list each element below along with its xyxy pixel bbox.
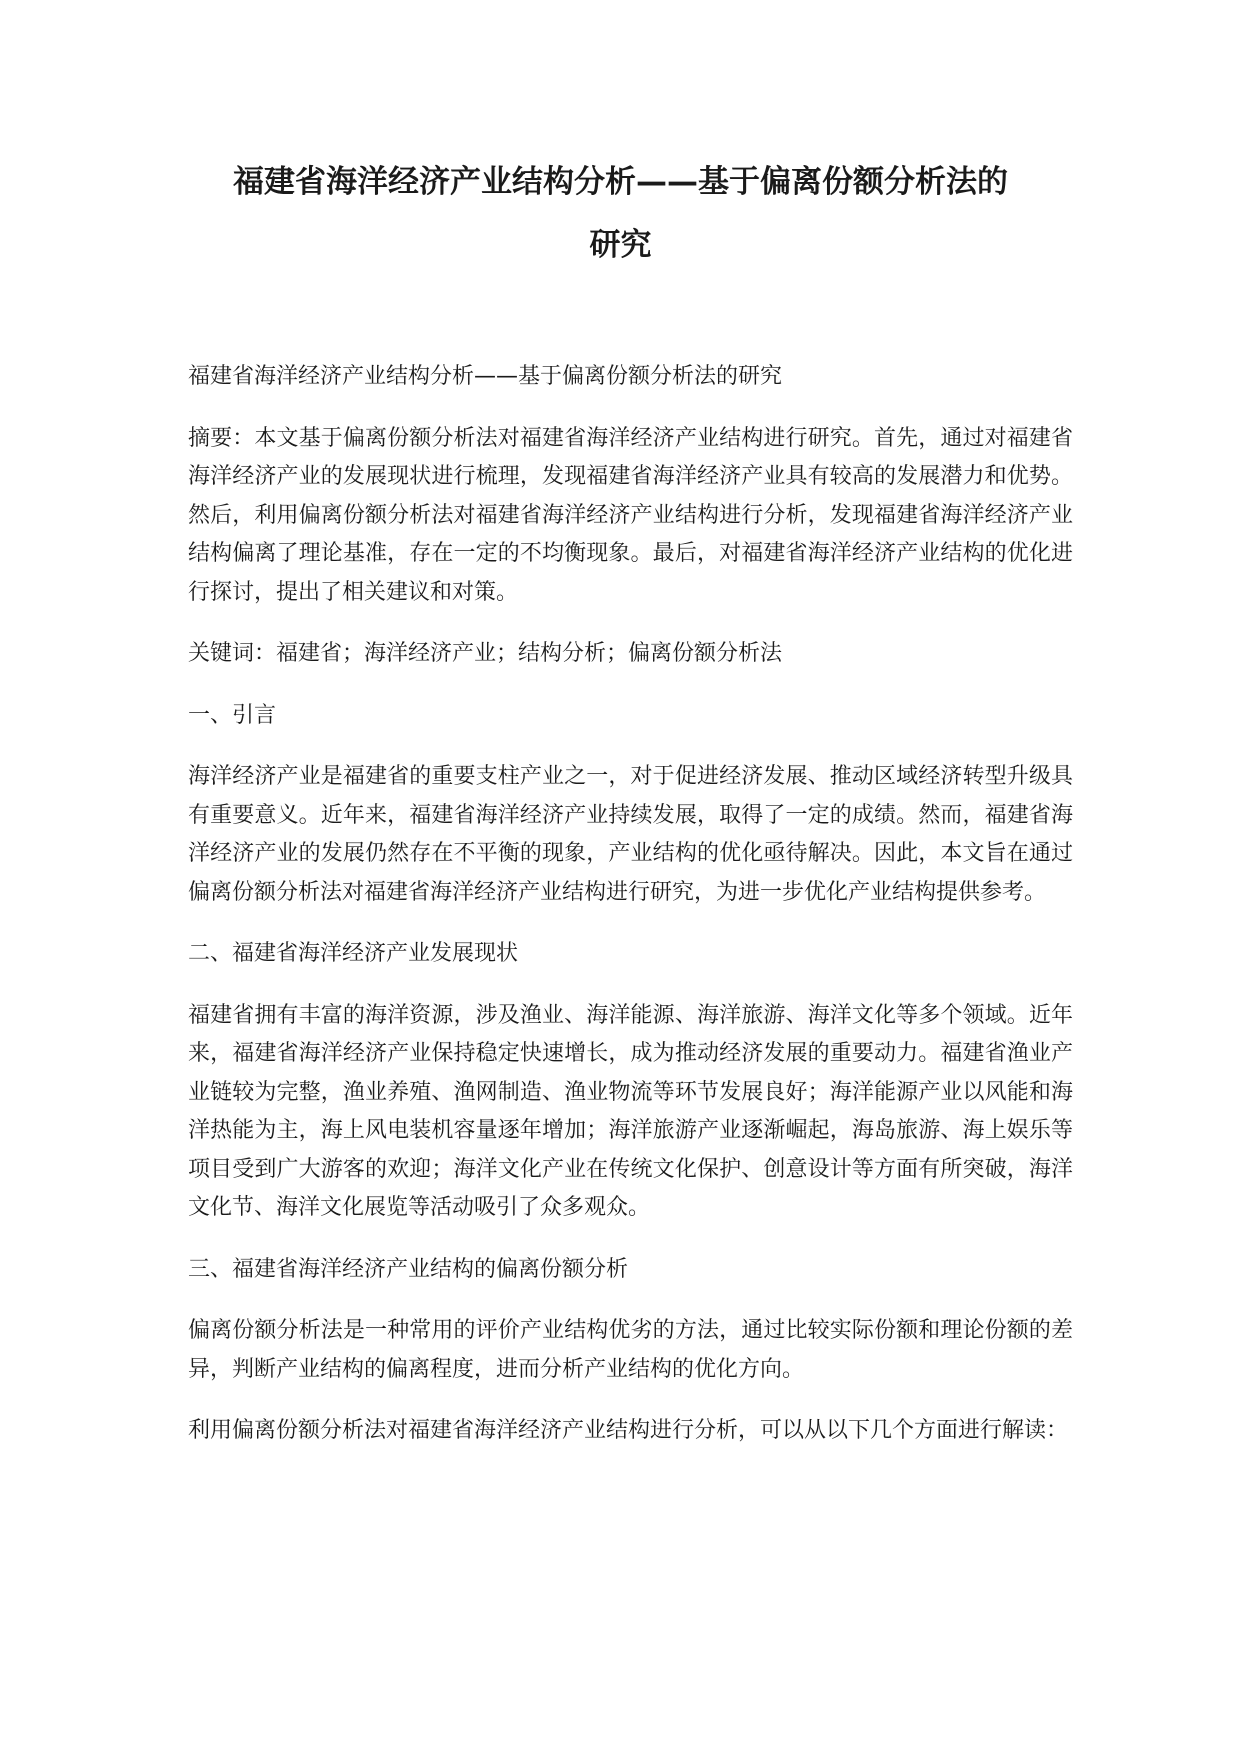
abstract-paragraph: 摘要：本文基于偏离份额分析法对福建省海洋经济产业结构进行研究。首先，通过对福建省海洋经济产业的发展现状进行梳理，发现福建省海洋经济产业具有较高的发展潜力和优势。然后，利用偏离份额分析法对福建省海洋经济产业结构进行分析，发现福建省海洋经济产业结构偏离了理论基准，存在一定的不均衡现象。最后，对福建省海洋经济产业结构的优化进行探讨，提出了相关建议和对策。 — [188, 425, 1073, 605]
document-title-line-1: 福建省海洋经济产业结构分析——基于偏离份额分析法的 — [233, 164, 1008, 200]
introduction-paragraph: 海洋经济产业是福建省的重要支柱产业之一，对于促进经济发展、推动区域经济转型升级具有重要意义。近年来，福建省海洋经济产业持续发展，取得了一定的成绩。然而，福建省海洋经济产业的发展仍然存在不平衡的现象，产业结构的优化亟待解决。因此，本文旨在通过偏离份额分析法对福建省海洋经济产业结构进行研究，为进一步优化产业结构提供参考。 — [188, 764, 1073, 905]
analysis-intro-paragraph: 利用偏离份额分析法对福建省海洋经济产业结构进行分析，可以从以下几个方面进行解读： — [188, 1418, 1069, 1443]
status-paragraph: 福建省拥有丰富的海洋资源，涉及渔业、海洋能源、海洋旅游、海洋文化等多个领域。近年来，福建省海洋经济产业保持稳定快速增长，成为推动经济发展的重要动力。福建省渔业产业链较为完整，渔业养殖、渔网制造、渔业物流等环节发展良好；海洋能源产业以风能和海洋热能为主，海上风电装机容量逐年增加；海洋旅游产业逐渐崛起，海岛旅游、海上娱乐等项目受到广大游客的欢迎；海洋文化产业在传统文化保护、创意设计等方面有所突破，海洋文化节、海洋文化展览等活动吸引了众多观众。 — [188, 1002, 1073, 1220]
document-body — [188, 358, 1073, 1474]
section-heading-analysis: 三、福建省海洋经济产业结构的偏离份额分析 — [188, 1256, 629, 1282]
keywords-paragraph: 关键词：福建省；海洋经济产业；结构分析；偏离份额分析法 — [188, 641, 783, 666]
document-title-line-2: 研究 — [589, 227, 652, 263]
paper-subtitle: 福建省海洋经济产业结构分析——基于偏离份额分析法的研究 — [188, 364, 783, 389]
section-heading-status: 二、福建省海洋经济产业发展现状 — [188, 941, 519, 966]
section-heading-introduction: 一、引言 — [188, 702, 277, 728]
method-paragraph: 偏离份额分析法是一种常用的评价产业结构优劣的方法，通过比较实际份额和理论份额的差异，判断产业结构的偏离程度，进而分析产业结构的优化方向。 — [188, 1318, 1073, 1382]
